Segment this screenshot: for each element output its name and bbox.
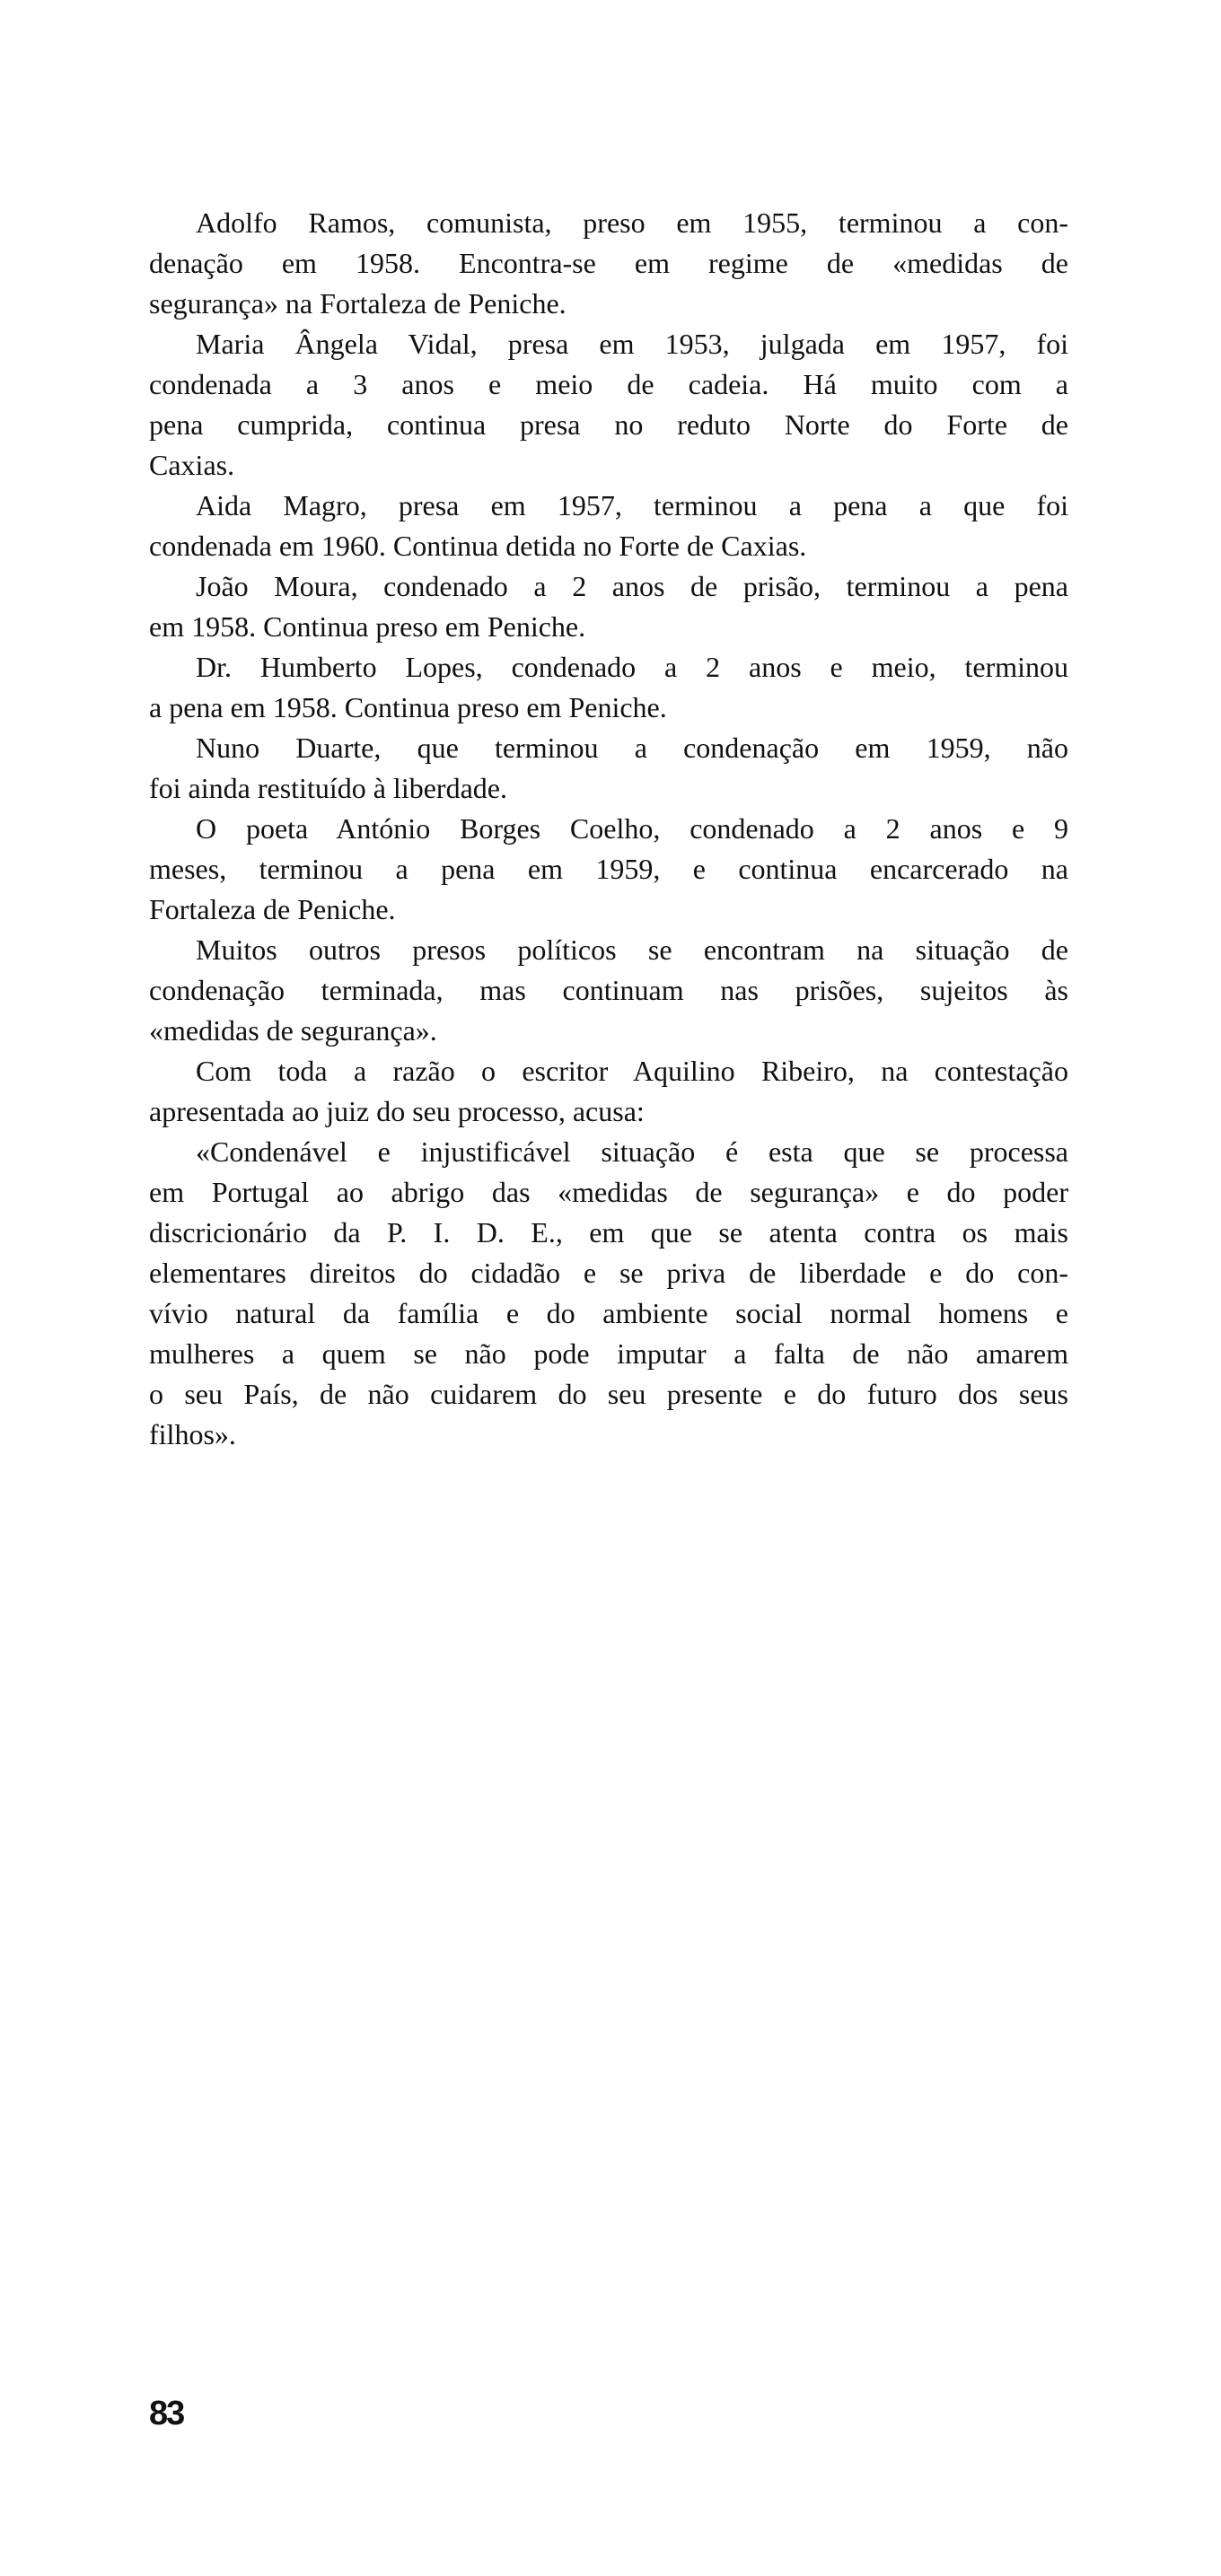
text-line: elementares direitos do cidadão e se priva de liberdade e do con-: [149, 1257, 1068, 1289]
text-line: O poeta António Borges Coelho, condenado a 2 anos e 9: [196, 812, 1068, 845]
text-line: em Portugal ao abrigo das «medidas de segurança» e do poder: [149, 1176, 1068, 1208]
text-line: o seu País, de não cuidarem do seu presente e do futuro dos seus: [149, 1378, 1068, 1410]
paragraph: [149, 1051, 1068, 1132]
paragraph: [149, 566, 1068, 647]
text-line: a pena em 1958. Continua preso em Peniche.: [149, 691, 667, 723]
text-line: «Condenável e injustificável situação é esta que se processa: [196, 1135, 1068, 1168]
text-line: João Moura, condenado a 2 anos de prisão, terminou a pena: [196, 570, 1068, 602]
text-line: Dr. Humberto Lopes, condenado a 2 anos e meio, terminou: [196, 651, 1068, 683]
text-line: Fortaleza de Peniche.: [149, 893, 396, 925]
paragraph: [149, 203, 1068, 324]
paragraph: [149, 324, 1068, 486]
paragraph: [149, 1132, 1068, 1455]
paragraph: [149, 647, 1068, 728]
paragraph: [149, 930, 1068, 1051]
paragraph: [149, 809, 1068, 930]
text-line: condenação terminada, mas continuam nas prisões, sujeitos às: [149, 974, 1068, 1006]
text-line: meses, terminou a pena em 1959, e continua encarcerado na: [149, 853, 1068, 885]
page-body-text: [149, 203, 1068, 1455]
text-line: Caxias.: [149, 449, 235, 481]
text-line: Maria Ângela Vidal, presa em 1953, julgada em 1957, foi: [196, 328, 1068, 360]
text-line: pena cumprida, continua presa no reduto Norte do Forte de: [149, 408, 1068, 441]
text-line: «medidas de segurança».: [149, 1014, 437, 1047]
text-line: Com toda a razão o escritor Aquilino Ribeiro, na contestação: [196, 1055, 1068, 1087]
text-line: Adolfo Ramos, comunista, preso em 1955, terminou a con-: [196, 206, 1068, 239]
text-line: denação em 1958. Encontra-se em regime de «medidas de: [149, 247, 1068, 279]
text-line: segurança» na Fortaleza de Peniche.: [149, 287, 567, 320]
text-line: apresentada ao juiz do seu processo, acusa:: [149, 1095, 645, 1127]
text-line: condenada em 1960. Continua detida no Forte de Caxias.: [149, 530, 807, 562]
text-line: discricionário da P. I. D. E., em que se atenta contra os mais: [149, 1216, 1068, 1249]
text-line: foi ainda restituído à liberdade.: [149, 772, 507, 804]
text-line: em 1958. Continua preso em Peniche.: [149, 610, 586, 643]
text-line: vívio natural da família e do ambiente social normal homens e: [149, 1297, 1068, 1329]
text-line: filhos».: [149, 1418, 236, 1450]
page-number: 83: [149, 2395, 184, 2432]
text-line: Muitos outros presos políticos se encontram na situação de: [196, 933, 1068, 966]
paragraph: [149, 486, 1068, 566]
text-line: condenada a 3 anos e meio de cadeia. Há muito com a: [149, 368, 1068, 400]
text-line: mulheres a quem se não pode imputar a falta de não amarem: [149, 1337, 1068, 1370]
paragraph: [149, 728, 1068, 809]
text-line: Aida Magro, presa em 1957, terminou a pena a que foi: [196, 489, 1068, 521]
text-line: Nuno Duarte, que terminou a condenação em 1959, não: [196, 732, 1068, 764]
